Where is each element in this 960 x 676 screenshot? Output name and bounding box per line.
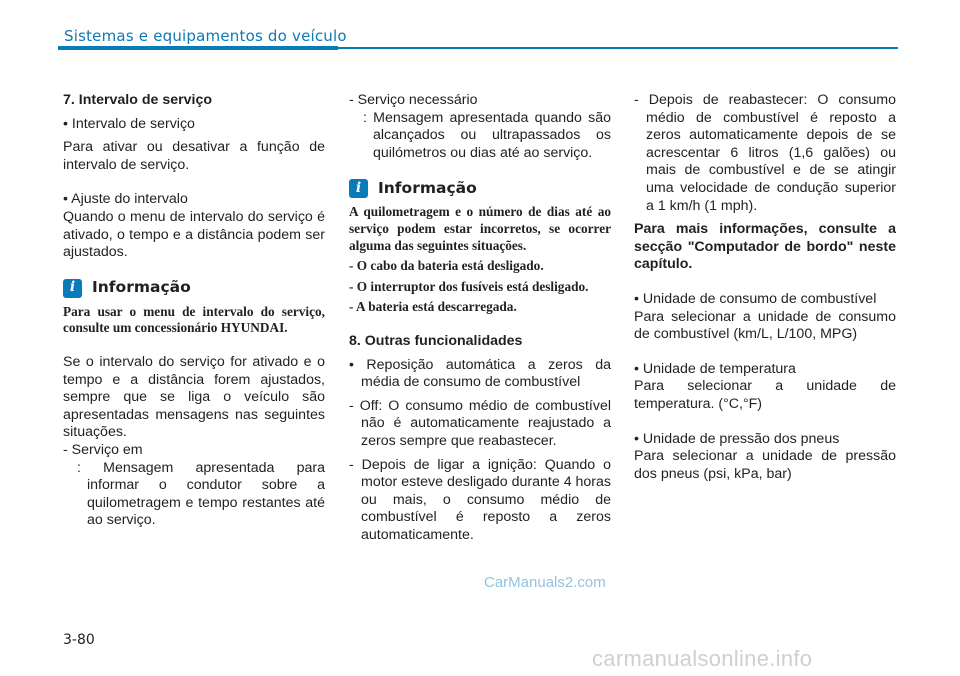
watermark-large: carmanualsonline.info [592, 646, 813, 671]
bullet-temperature-unit: • Unidade de temperatura [634, 360, 796, 377]
bullet-pressure-unit: • Unidade de pressão dos pneus [634, 430, 840, 447]
paragraph-temperature-unit: Para selecionar a unidade de temperatura. (°C,°F) [634, 378, 896, 412]
info-text: A quilometragem e o número de dias até ao serviço podem estar incorretos, se ocorrer alguma das seguintes situações. [349, 204, 611, 253]
dash-after-refuel: - Depois de reabastecer: O consumo médio de combustível é reposto a zeros automaticamente depois de se acrescentar 6 litros (1,6 galões) ou mais de combustível e de se atingir uma velocidade de condução superior a 1 km/h (1 mph). [634, 92, 896, 214]
heading-other-features: 8. Outras funcionalidades [349, 332, 523, 349]
dash-after-ignition: - Depois de ligar a ignição: Quando o motor esteve desligado durante 4 horas ou mais, o consumo médio de combustível é reposto a zeros automaticamente. [349, 456, 612, 543]
watermark-small: CarManuals2.com [484, 574, 606, 591]
header-rule-thin [338, 47, 898, 49]
info-text: Para usar o menu de intervalo do serviço, consulte um concessionário HYUNDAI. [63, 303, 325, 336]
header-rule-thick [58, 46, 338, 50]
column-2 [349, 92, 611, 544]
paragraph-activate: Para ativar ou desativar a função de intervalo de serviço. [63, 139, 325, 173]
dash-service-required: - Serviço necessário [349, 92, 478, 108]
info-title: Informação [92, 278, 191, 297]
info-icon: i [349, 179, 368, 198]
heading-service-interval: 7. Intervalo de serviço [63, 92, 213, 108]
info-item: - A bateria está descarregada. [349, 299, 517, 315]
bullet-fuel-unit: • Unidade de consumo de combustível [634, 290, 877, 307]
info-heading [349, 179, 611, 198]
info-title: Informação [378, 179, 477, 198]
info-heading [63, 279, 325, 298]
info-item: - O interruptor dos fusíveis está desligado. [349, 278, 589, 294]
paragraph-pressure-unit: Para selecionar a unidade de pressão dos pneus (psi, kPa, bar) [634, 448, 896, 482]
service-required-description: : Mensagem apresentada quando são alcançados ou ultrapassados os quilómetros ou dias até ao serviço. [363, 109, 611, 161]
info-item: - O cabo da bateria está desligado. [349, 258, 544, 274]
bullet-interval-adjust: • Ajuste do intervalo [63, 191, 188, 208]
info-icon: i [63, 279, 82, 298]
service-in-description: : Mensagem apresentada para informar o condutor sobre a quilometragem e tempo restantes até ao serviço. [77, 459, 325, 529]
dash-service-in: - Serviço em [63, 441, 143, 458]
column-3 [634, 92, 896, 483]
dash-off: - Off: O consumo médio de combustível não é automaticamente reajustado a zeros sempre que reabastecer. [349, 397, 611, 449]
note-trip-computer: Para mais informações, consulte a secção "Computador de bordo" neste capítulo. [634, 221, 896, 273]
column-1 [63, 92, 325, 530]
page-number: 3-80 [63, 632, 95, 648]
bullet-service-interval: • Intervalo de serviço [63, 115, 195, 132]
bullet-auto-reset: • Reposição automática a zeros da média de consumo de combustível [349, 356, 611, 391]
paragraph-messages: Se o intervalo do serviço for ativado e o tempo e a distância forem ajustados, sempre que se liga o veículo são apresentadas mensagens nas seguintes situações. [63, 353, 325, 441]
paragraph-adjust: Quando o menu de intervalo do serviço é ativado, o tempo e a distância podem ser ajustados. [63, 208, 325, 261]
section-title: Sistemas e equipamentos do veículo [64, 27, 347, 45]
paragraph-fuel-unit: Para selecionar a unidade de consumo de combustível (km/L, L/100, MPG) [634, 308, 896, 343]
